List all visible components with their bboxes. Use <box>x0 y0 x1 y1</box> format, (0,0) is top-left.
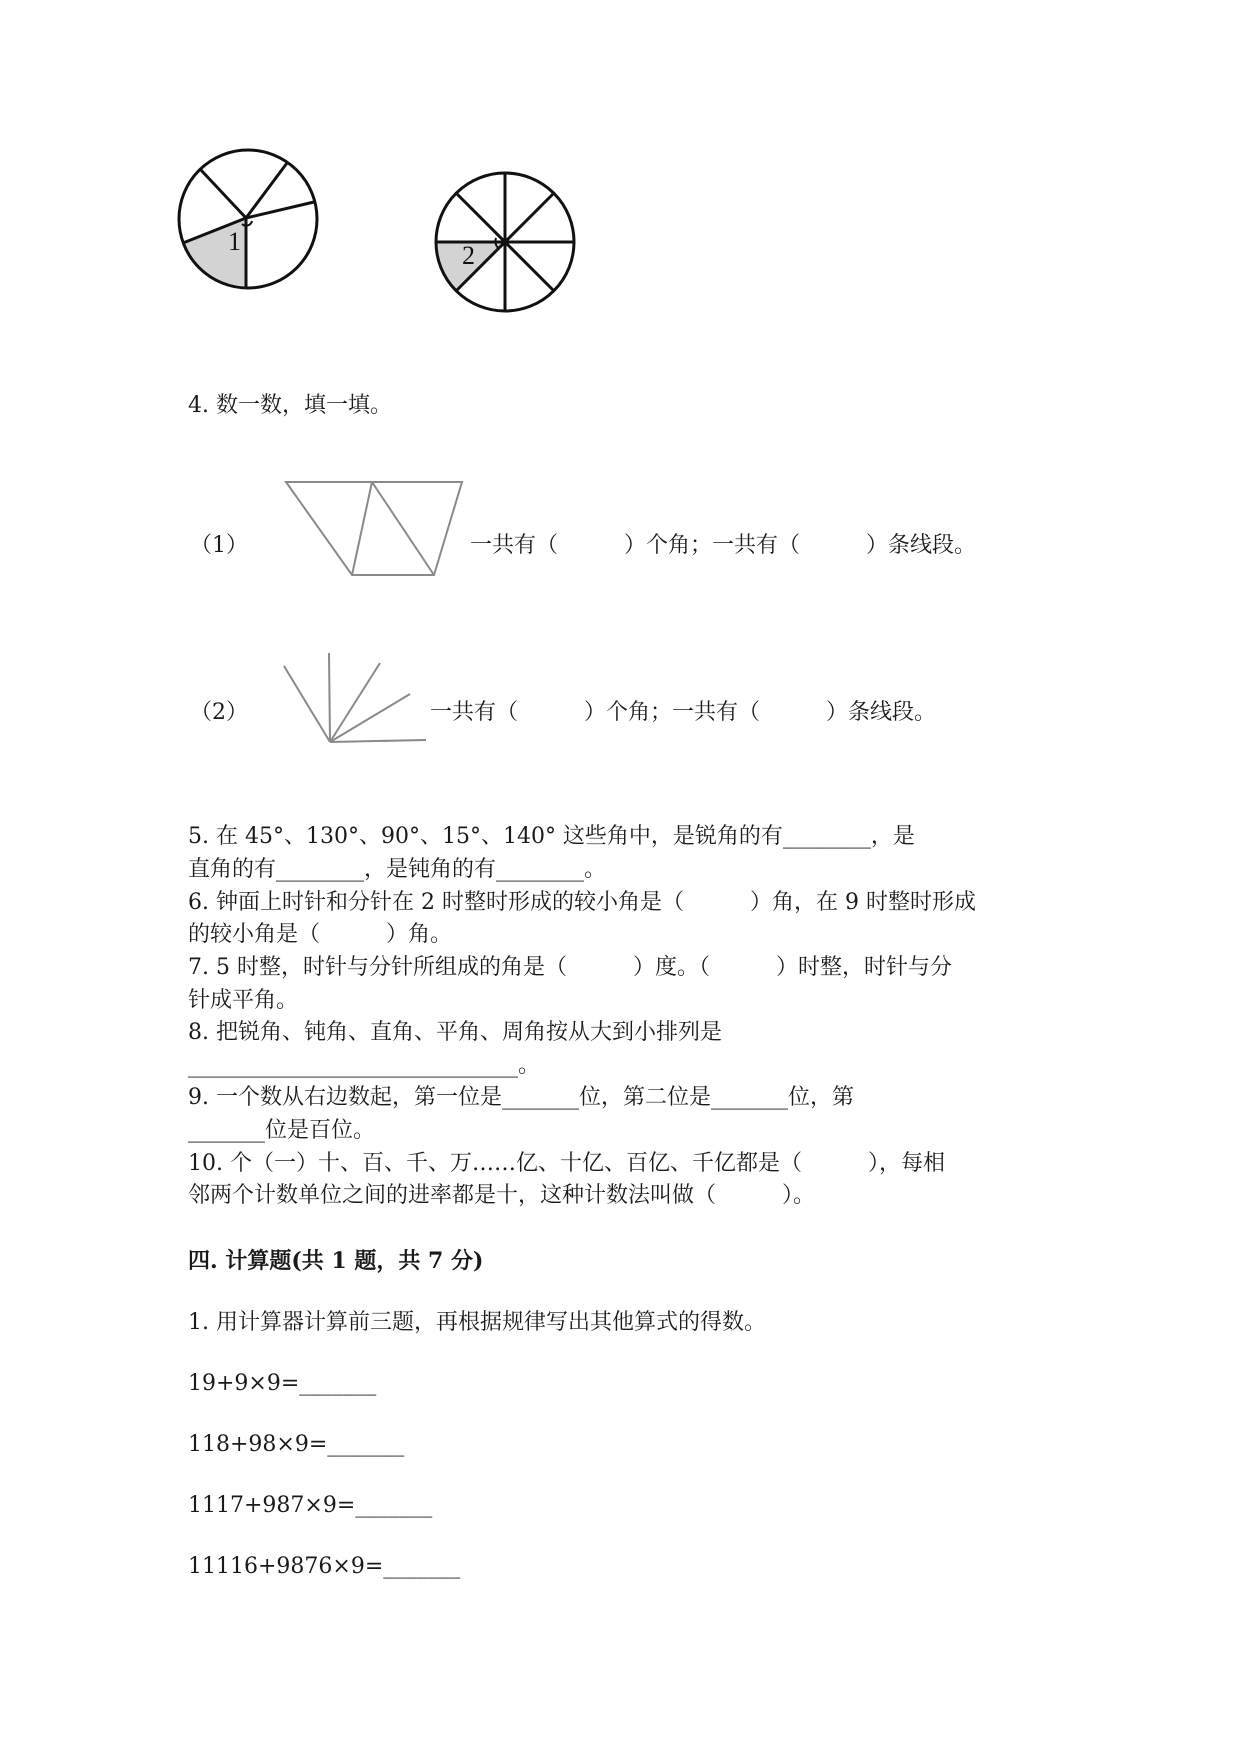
q4-sub2-text: 一共有（ ）个角；一共有（ ）条线段。 <box>430 700 937 725</box>
q4-sub1-number: （1） <box>190 533 248 558</box>
q10-line2: 邻两个计数单位之间的进率都是十，这种计数法叫做（ ）。 <box>188 1183 816 1208</box>
calc-q1-prompt: 1. 用计算器计算前三题，再根据规律写出其他算式的得数。 <box>188 1310 766 1335</box>
circle-label-2: 2 <box>462 241 475 270</box>
q9-line1: 9. 一个数从右边数起，第一位是_______位，第二位是_______位，第 <box>188 1085 854 1110</box>
equation-1: 19+9×9=_______ <box>188 1371 377 1396</box>
q8-line2: ______________________________。 <box>188 1053 541 1078</box>
equation-2: 118+98×9=_______ <box>188 1432 405 1457</box>
q4-title: 4. 数一数，填一填。 <box>188 393 392 418</box>
circle-figure-five-sectors <box>170 145 330 305</box>
q7-line2: 针成平角。 <box>188 988 299 1013</box>
equation-3: 1117+987×9=_______ <box>188 1493 433 1518</box>
q5-line2: 直角的有________，是钝角的有________。 <box>188 857 607 882</box>
q4-sub1-text: 一共有（ ）个角；一共有（ ）条线段。 <box>470 533 977 558</box>
q6-line1: 6. 钟面上时针和分针在 2 时整时形成的较小角是（ ）角，在 9 时整时形成 <box>188 890 976 915</box>
section-heading: 四. 计算题(共 1 题，共 7 分) <box>188 1248 484 1274</box>
q7-line1: 7. 5 时整，时针与分针所组成的角是（ ）度。（ ）时整，时针与分 <box>188 955 952 980</box>
q8-line1: 8. 把锐角、钝角、直角、平角、周角按从大到小排列是 <box>188 1020 722 1045</box>
parallelogram-figure <box>282 478 467 580</box>
circle-figure-eight-sectors <box>428 164 588 324</box>
q6-line2: 的较小角是（ ）角。 <box>188 922 453 947</box>
q9-line2: _______位是百位。 <box>188 1118 376 1143</box>
q4-sub2-number: （2） <box>190 700 248 725</box>
rays-angle-figure <box>280 648 430 748</box>
circle-label-1: 1 <box>228 227 241 256</box>
equation-4: 11116+9876×9=_______ <box>188 1554 461 1579</box>
q5-line1: 5. 在 45°、130°、90°、15°、140° 这些角中，是锐角的有________，是 <box>188 824 915 849</box>
q10-line1: 10. 个（一）十、百、千、万……亿、十亿、百亿、千亿都是（ ），每相 <box>188 1151 945 1176</box>
